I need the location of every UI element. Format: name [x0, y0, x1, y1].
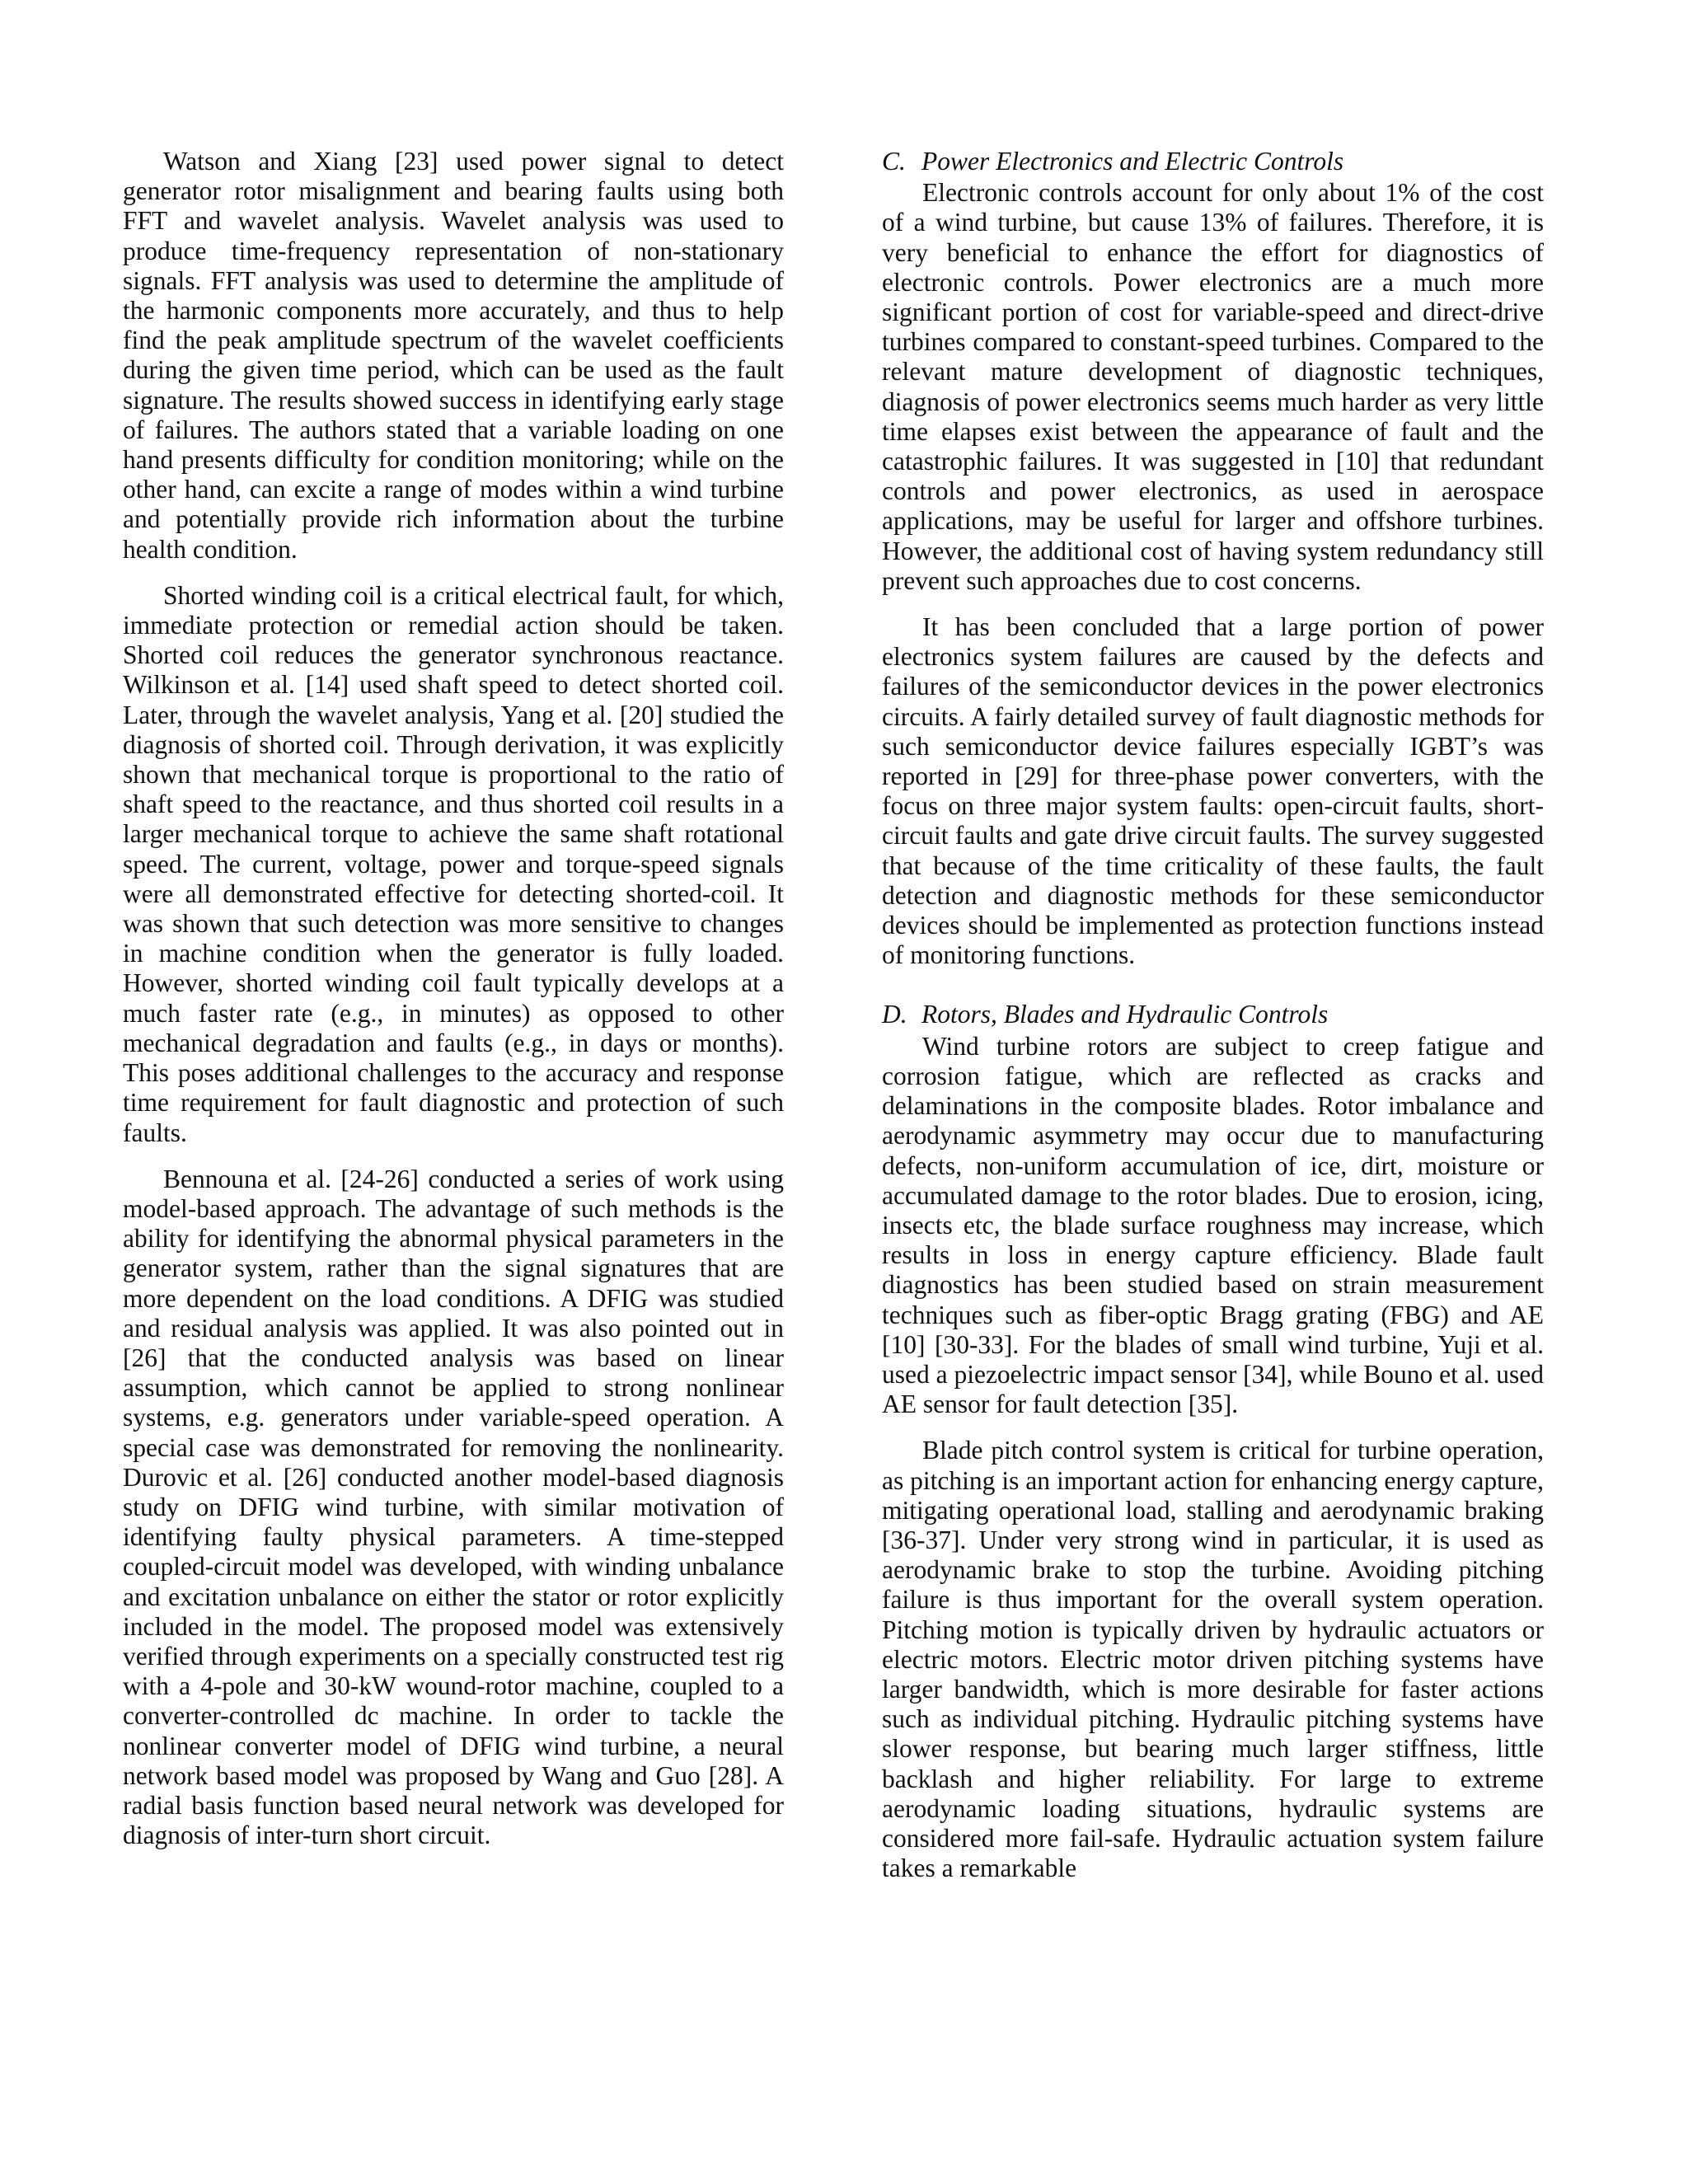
paragraph-blade-pitch-control: Blade pitch control system is critical for turbine operation, as pitching is an important action for enhancing energy capture, mitigating operational load, stalling and aerodynamic braking [36-37]. Under very strong wind in particular, it is used as aerodynamic brake to stop the turbine. Avoiding pitching failure is thus important for the overall system operation. Pitching motion is typically driven by hydraulic actuators or electric motors. Electric motor driven pitching systems have larger bandwidth, which is more desirable for faster actions such as individual pitching. Hydraulic pitching systems have slower response, but bearing much larger stiffness, little backlash and higher reliability. For large to extreme aerodynamic loading situations, hydraulic systems are considered more fail-safe. Hydraulic actuation system failure takes a remarkable — [882, 1436, 1544, 1883]
paragraph-electronic-controls: Electronic controls account for only about 1% of the cost of a wind turbine, but cause 13% of failures. Therefore, it is very beneficial to enhance the effort for diagnostics of electronic controls. Power electronics are a much more significant portion of cost for variable-speed and direct-drive turbines compared to constant-speed turbines. Compared to the relevant mature development of diagnostic techniques, diagnosis of power electronics seems much harder as very little time elapses exist between the appearance of fault and the catastrophic failures. It was suggested in [10] that redundant controls and power electronics, as used in aerospace applications, may be useful for larger and offshore turbines. However, the additional cost of having system redundancy still prevent such approaches due to cost concerns. — [882, 178, 1544, 595]
left-column — [123, 147, 784, 1867]
section-letter: C. — [882, 147, 906, 176]
paragraph-bennouna-model-based: Bennouna et al. [24-26] conducted a series of work using model-based approach. The advantage of such methods is the ability for identifying the abnormal physical parameters in the generator system, rather than the signal signatures that are more dependent on the load conditions. A DFIG was studied and residual analysis was applied. It was also pointed out in [26] that the conducted analysis was based on linear assumption, which cannot be applied to strong nonlinear systems, e.g. generators under variable-speed operation. A special case was demonstrated for removing the nonlinearity. Durovic et al. [26] conducted another model-based diagnosis study on DFIG wind turbine, with similar motivation of identifying faulty physical parameters. A time-stepped coupled-circuit model was developed, with winding unbalance and excitation unbalance on either the stator or rotor explicitly included in the model. The proposed model was extensively verified through experiments on a specially constructed test rig with a 4-pole and 30-kW wound-rotor machine, coupled to a converter-controlled dc machine. In order to tackle the nonlinear converter model of DFIG wind turbine, a neural network based model was proposed by Wang and Guo [28]. A radial basis function based neural network was developed for diagnosis of inter-turn short circuit. — [123, 1164, 784, 1850]
paragraph-wind-turbine-rotors: Wind turbine rotors are subject to creep fatigue and corrosion fatigue, which are reflected as cracks and delaminations in the composite blades. Rotor imbalance and aerodynamic asymmetry may occur due to manufacturing defects, non-uniform accumulation of ice, dirt, moisture or accumulated damage to the rotor blades. Due to erosion, icing, insects etc, the blade surface roughness may increase, which results in loss in energy capture efficiency. Blade fault diagnostics has been studied based on strain measurement techniques such as fiber-optic Bragg grating (FBG) and AE [10] [30-33]. For the blades of small wind turbine, Yuji et al. used a piezoelectric impact sensor [34], while Bouno et al. used AE sensor for fault detection [35]. — [882, 1031, 1544, 1419]
right-column — [882, 147, 1544, 1900]
paragraph-semiconductor-failures: It has been concluded that a large portion of power electronics system failures are caused by the defects and failures of the semiconductor devices in the power electronics circuits. A fairly detailed survey of fault diagnostic methods for such semiconductor device failures especially IGBT’s was reported in [29] for three-phase power converters, with the focus on three major system faults: open-circuit faults, short-circuit faults and gate drive circuit faults. The survey suggested that because of the time criticality of these faults, the fault detection and diagnostic methods for these semiconductor devices should be implemented as protection functions instead of monitoring functions. — [882, 612, 1544, 970]
paragraph-watson-xiang: Watson and Xiang [23] used power signal to detect generator rotor misalignment and bearing faults using both FFT and wavelet analysis. Wavelet analysis was used to produce time-frequency representation of non-stationary signals. FFT analysis was used to determine the amplitude of the harmonic components more accurately, and thus to help find the peak amplitude spectrum of the wavelet coefficients during the given time period, which can be used as the fault signature. The results showed success in identifying early stage of failures. The authors stated that a variable loading on one hand presents difficulty for condition monitoring; while on the other hand, can excite a range of modes within a wind turbine and potentially provide rich information about the turbine health condition. — [123, 147, 784, 564]
section-heading-power-electronics — [882, 147, 1544, 176]
paragraph-shorted-winding-coil: Shorted winding coil is a critical electrical fault, for which, immediate protection or remedial action should be taken. Shorted coil reduces the generator synchronous reactance. Wilkinson et al. [14] used shaft speed to detect shorted coil. Later, through the wavelet analysis, Yang et al. [20] studied the diagnosis of shorted coil. Through derivation, it was explicitly shown that mechanical torque is proportional to the ratio of shaft speed to the reactance, and thus shorted coil results in a larger mechanical torque to achieve the same shaft rotational speed. The current, voltage, power and torque-speed signals were all demonstrated effective for detecting shorted-coil. It was shown that such detection was more sensitive to changes in machine condition when the generator is fully loaded. However, shorted winding coil fault typically develops at a much faster rate (e.g., in minutes) as opposed to other mechanical degradation and faults (e.g., in days or months). This poses additional challenges to the accuracy and response time requirement for fault diagnostic and protection of such faults. — [123, 580, 784, 1147]
section-heading-rotors-blades — [882, 1000, 1544, 1029]
section-letter: D. — [882, 1000, 907, 1029]
section-title: Rotors, Blades and Hydraulic Controls — [921, 1000, 1329, 1029]
section-title: Power Electronics and Electric Controls — [921, 147, 1344, 176]
